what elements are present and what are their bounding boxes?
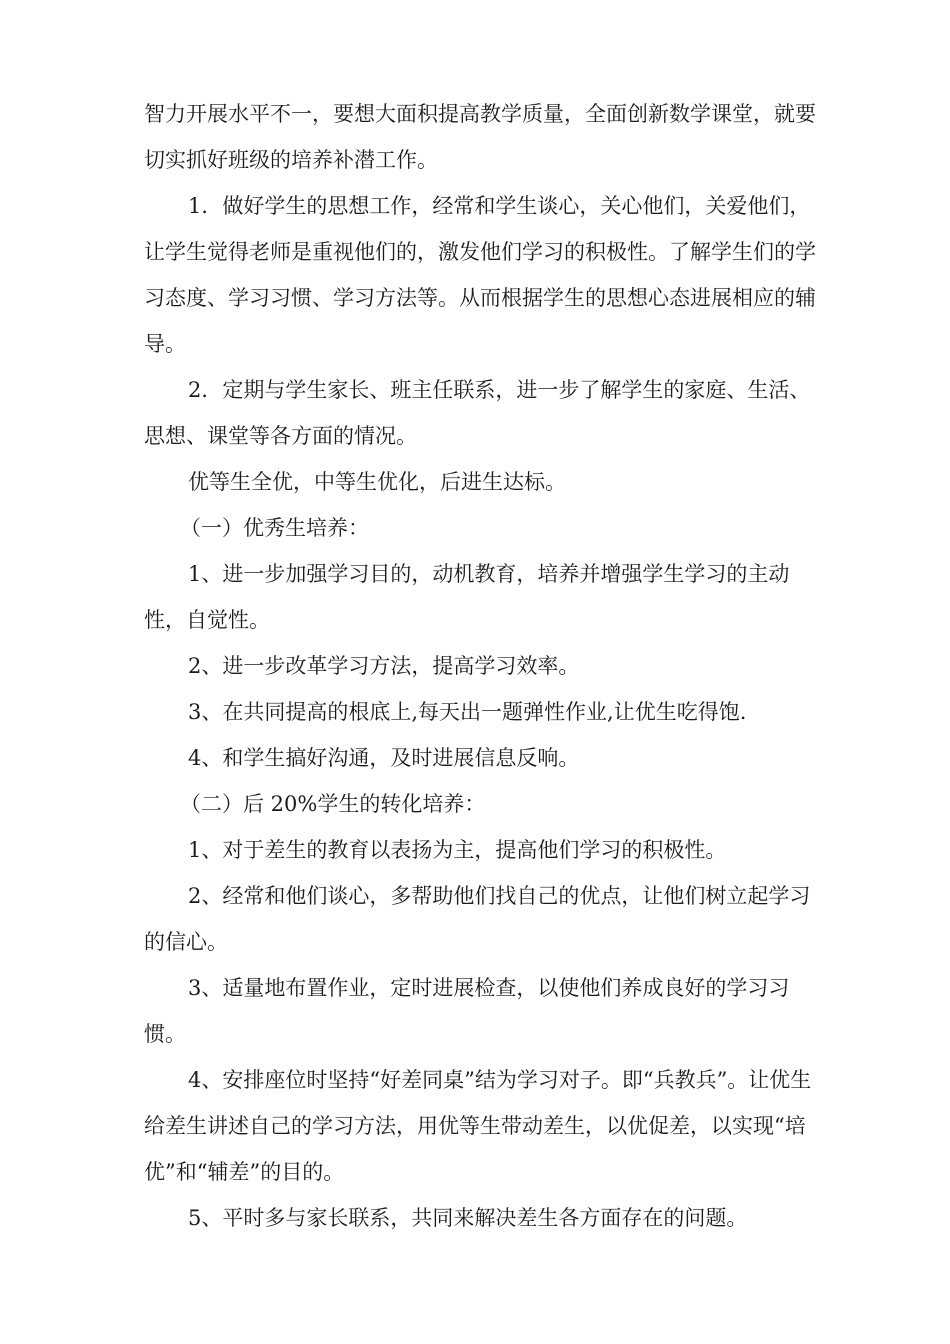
paragraph-item-2-contact-parents: 2．定期与学生家长、班主任联系，进一步了解学生的家庭、生活、思想、课堂等各方面的情况。 [144, 378, 811, 448]
paragraph-intro-continued: 智力开展水平不一，要想大面积提高教学质量，全面创新数学课堂，就要切实抓好班级的培养补潜工作。 [144, 102, 816, 172]
paragraph-excellent-2: 2、进一步改革学习方法，提高学习效率。 [188, 654, 580, 678]
paragraph-bottom-5: 5、平时多与家长联系，共同来解决差生各方面存在的问题。 [188, 1206, 748, 1230]
section-heading-bottom-students: （二）后 20%学生的转化培养： [180, 792, 486, 816]
paragraph-goal-summary: 优等生全优，中等生优化，后进生达标。 [188, 470, 566, 494]
section-heading-excellent-students: （一）优秀生培养： [180, 516, 369, 540]
paragraph-excellent-4: 4、和学生搞好沟通，及时进展信息反响。 [188, 746, 580, 770]
paragraph-bottom-4: 4、安排座位时坚持“好差同桌”结为学习对子。即“兵教兵”。让优生给差生讲述自己的学习方法，用优等生带动差生，以优促差，以实现“培优”和“辅差”的目的。 [144, 1068, 812, 1184]
paragraph-bottom-1: 1、对于差生的教育以表扬为主，提高他们学习的积极性。 [188, 838, 727, 862]
paragraph-item-1-thinking-work: 1．做好学生的思想工作，经常和学生谈心，关心他们，关爱他们，让学生觉得老师是重视他们的，激发他们学习的积极性。了解学生们的学习态度、学习习惯、学习方法等。从而根据学生的思想心态进展相应的辅导。 [144, 194, 816, 356]
paragraph-excellent-3: 3、在共同提高的根底上,每天出一题弹性作业,让优生吃得饱. [188, 700, 747, 724]
paragraph-bottom-3: 3、适量地布置作业，定时进展检查，以使他们养成良好的学习习惯。 [144, 976, 790, 1046]
paragraph-excellent-1: 1、进一步加强学习目的，动机教育，培养并增强学生学习的主动性，自觉性。 [144, 562, 790, 632]
paragraph-bottom-2: 2、经常和他们谈心，多帮助他们找自己的优点，让他们树立起学习的信心。 [144, 884, 811, 954]
document-body [144, 91, 816, 1241]
